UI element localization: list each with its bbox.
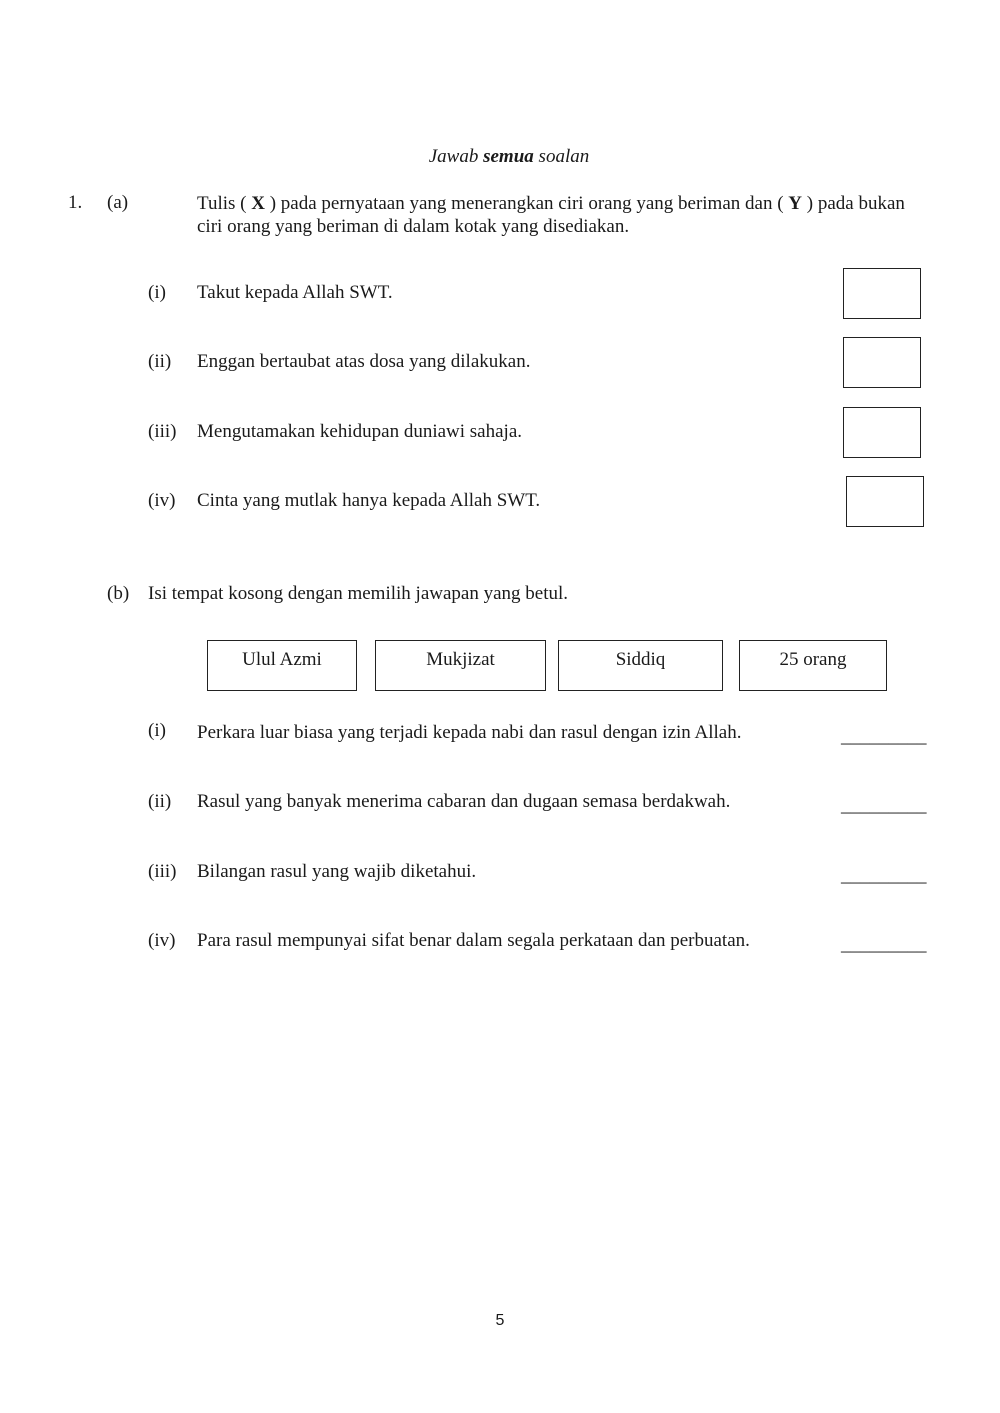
answer-blank[interactable]: _________: [841, 934, 927, 955]
option-box[interactable]: [739, 640, 887, 691]
part-b-item-text: Rasul yang banyak menerima cabaran dan dugaan semasa berdakwah.: [197, 791, 731, 812]
question-number: 1.: [68, 192, 83, 213]
part-a-item-number: (iv): [148, 490, 176, 511]
part-b-item-number: (ii): [148, 791, 172, 812]
answer-box[interactable]: [843, 268, 921, 319]
instruction: Jawab semua soalan: [428, 146, 590, 167]
part-a-label: (a): [107, 192, 129, 213]
answer-blank[interactable]: _________: [841, 726, 927, 747]
option-label: Ulul Azmi: [242, 649, 322, 670]
part-a-item-text: Cinta yang mutlak hanya kepada Allah SWT.: [197, 490, 541, 511]
part-a-item-text: Mengutamakan kehidupan duniawi sahaja.: [197, 421, 523, 442]
option-label: 25 orang: [779, 649, 847, 670]
option-box[interactable]: [375, 640, 546, 691]
part-a-instruction: Tulis ( X ) pada pernyataan yang menerangkan ciri orang yang beriman dan ( Y ) pada bukan ciri orang yang beriman di dalam kotak yang disediakan.: [197, 193, 905, 237]
part-b-item-number: (i): [148, 720, 166, 741]
part-b-item-text: Bilangan rasul yang wajib diketahui.: [197, 861, 477, 882]
part-b-item-text: Perkara luar biasa yang terjadi kepada nabi dan rasul dengan izin Allah.: [197, 722, 742, 743]
part-a-item-number: (ii): [148, 351, 172, 372]
part-b-item-number: (iv): [148, 930, 176, 951]
option-label: Siddiq: [615, 649, 666, 670]
part-b-item-number: (iii): [148, 861, 177, 882]
part-a-item-number: (iii): [148, 421, 177, 442]
answer-box[interactable]: [846, 476, 924, 527]
page-number: 5: [495, 1312, 505, 1329]
answer-blank[interactable]: _________: [841, 865, 927, 886]
part-a-item-number: (i): [148, 282, 166, 303]
part-b-item-text: Para rasul mempunyai sifat benar dalam segala perkataan dan perbuatan.: [197, 930, 750, 951]
option-box[interactable]: [558, 640, 723, 691]
answer-box[interactable]: [843, 337, 921, 388]
answer-box[interactable]: [843, 407, 921, 458]
part-b-label: (b): [107, 583, 130, 604]
part-b-instruction: Isi tempat kosong dengan memilih jawapan yang betul.: [148, 583, 569, 604]
option-box[interactable]: [207, 640, 357, 691]
answer-blank[interactable]: _________: [841, 795, 927, 816]
part-a-item-text: Takut kepada Allah SWT.: [197, 282, 393, 303]
part-a-item-text: Enggan bertaubat atas dosa yang dilakukan.: [197, 351, 531, 372]
option-label: Mukjizat: [426, 649, 495, 670]
